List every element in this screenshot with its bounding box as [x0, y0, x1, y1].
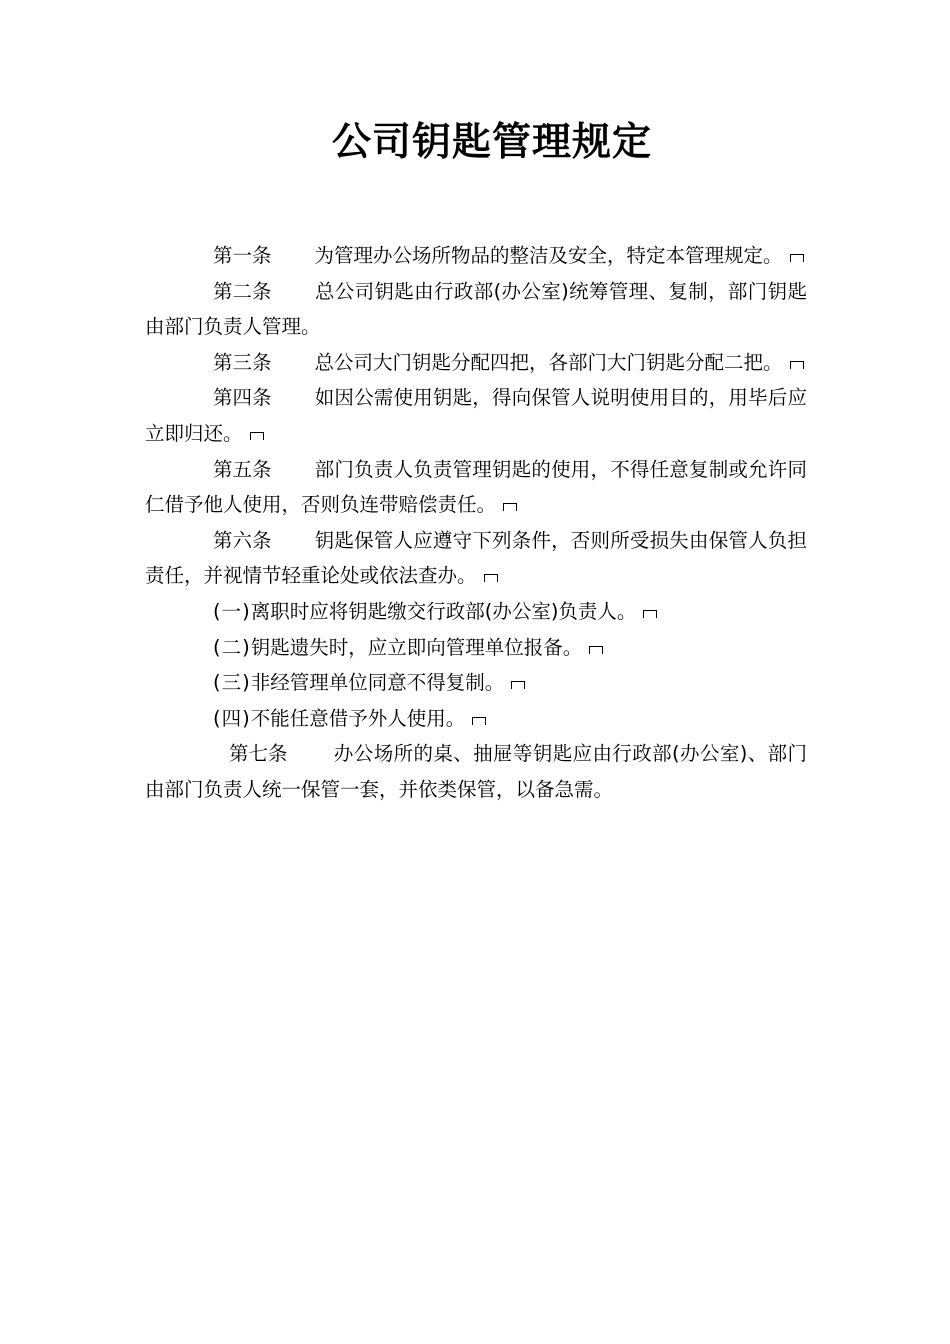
article-5 — [145, 452, 807, 523]
article-number: 第七条 — [229, 742, 288, 766]
article-7 — [145, 736, 807, 807]
sub-item-text: 非经管理单位同意不得复制。 — [250, 671, 505, 695]
sub-item-4 — [145, 701, 807, 737]
article-2 — [145, 274, 807, 345]
paragraph-mark-icon — [510, 679, 526, 691]
article-text: 总公司钥匙由行政部(办公室)统筹管理、复制，部门钥匙由部门负责人管理。 — [145, 279, 807, 339]
article-number: 第四条 — [213, 386, 272, 410]
article-text: 办公场所的桌、抽屉等钥匙应由行政部(办公室)、部门由部门负责人统一保管一套，并依类保管，以备急需。 — [145, 742, 807, 801]
paragraph-mark-icon — [588, 644, 604, 656]
sub-item-number: (三) — [213, 671, 251, 695]
article-text: 总公司大门钥匙分配四把，各部门大门钥匙分配二把。 — [314, 350, 783, 374]
document-body — [145, 238, 807, 808]
paragraph-mark-icon — [471, 715, 487, 727]
article-text: 部门负责人负责管理钥匙的使用，不得任意复制或允许同仁借予他人使用，否则负连带赔偿责任。 — [145, 457, 807, 517]
paragraph-mark-icon — [483, 572, 499, 584]
article-number: 第六条 — [213, 528, 272, 552]
article-4 — [145, 380, 807, 451]
paragraph-mark-icon — [789, 359, 805, 371]
article-number: 第一条 — [213, 244, 272, 267]
sub-item-2 — [145, 630, 807, 666]
sub-item-number: (四) — [213, 706, 251, 730]
paragraph-mark-icon — [249, 430, 265, 442]
sub-item-text: 钥匙遗失时，应立即向管理单位报备。 — [250, 635, 583, 659]
document-title: 公司钥匙管理规定 — [331, 120, 652, 165]
article-1 — [145, 238, 807, 274]
article-6 — [145, 523, 807, 594]
article-text: 钥匙保管人应遵守下列条件，否则所受损失由保管人负担责任，并视情节轻重论处或依法查办。 — [145, 528, 807, 588]
article-text: 如因公需使用钥匙，得向保管人说明使用目的，用毕后应立即归还。 — [145, 386, 807, 445]
article-3 — [145, 345, 807, 381]
sub-item-1 — [145, 594, 807, 630]
sub-item-number: (一) — [213, 599, 251, 623]
article-number: 第五条 — [213, 457, 272, 481]
paragraph-mark-icon — [642, 608, 658, 620]
article-number: 第三条 — [213, 350, 272, 374]
paragraph-mark-icon — [789, 252, 805, 264]
article-number: 第二条 — [213, 279, 272, 303]
article-text: 为管理办公场所物品的整洁及安全，特定本管理规定。 — [314, 244, 783, 267]
sub-item-3 — [145, 665, 807, 701]
sub-item-text: 离职时应将钥匙缴交行政部(办公室)负责人。 — [250, 599, 637, 623]
paragraph-mark-icon — [502, 501, 518, 513]
sub-item-number: (二) — [213, 635, 251, 659]
sub-item-text: 不能任意借予外人使用。 — [250, 706, 466, 730]
